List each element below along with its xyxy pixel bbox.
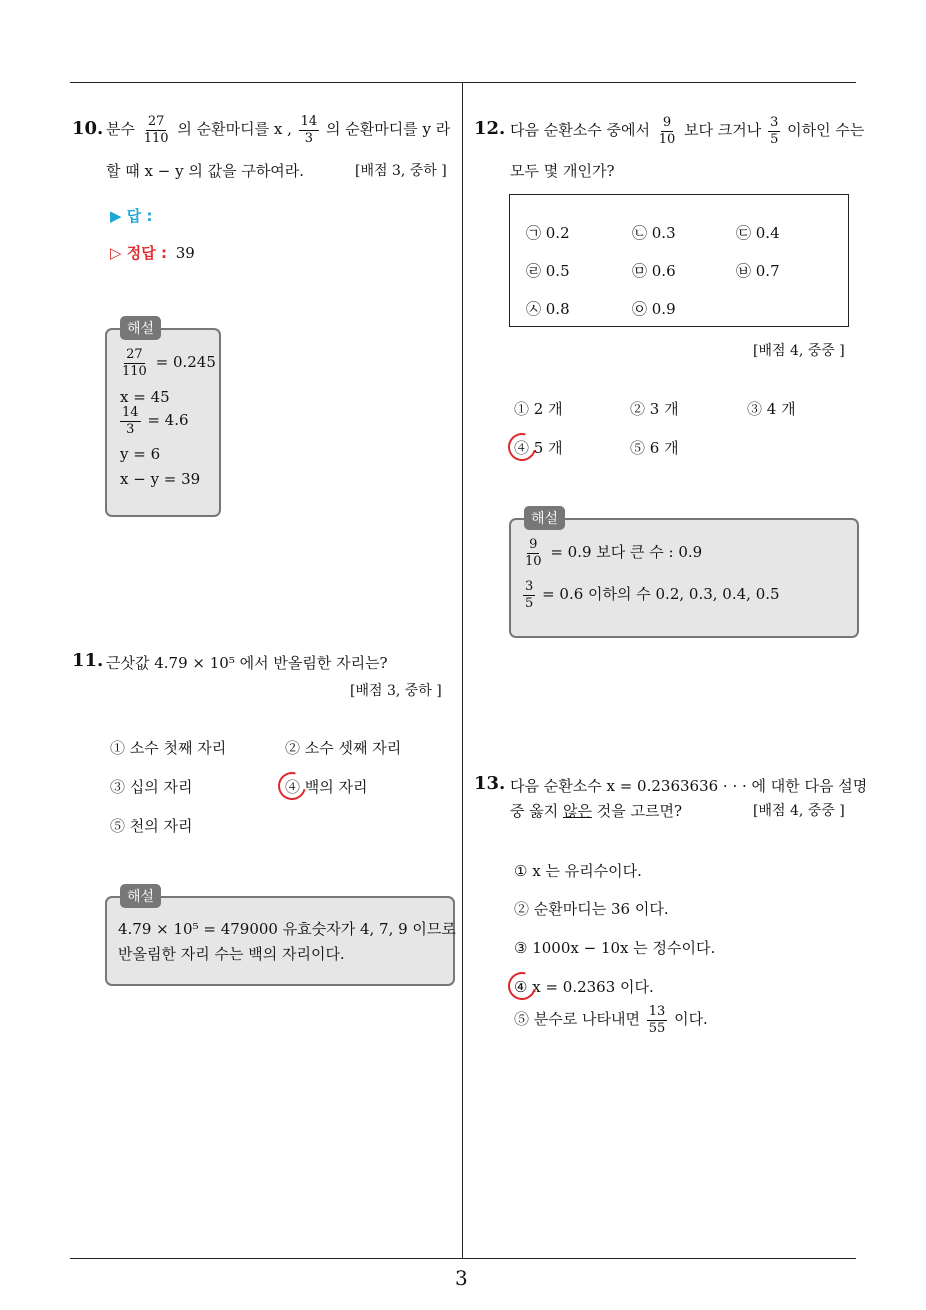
- q12-line1: 다음 순환소수 중에서 $\frac{9}{10}$ 보다 크거나 $\frac{3}{5}$ 이하인 수는: [510, 115, 865, 147]
- q11-score: [배점 3, 중하 ]: [350, 683, 442, 699]
- q12-fraction-3-5: $\frac{3}{5}$: [770, 115, 779, 147]
- q12-box-item-5: ㉤ 0.6: [632, 262, 676, 280]
- page-number: 3: [455, 1266, 468, 1290]
- q12-explanation-tag: 해설: [524, 506, 565, 530]
- q10-explanation-tag: 해설: [120, 316, 161, 340]
- q10-correct-answer: ▷ 정답 : 39: [110, 244, 195, 262]
- q12-explanation-box: [509, 518, 859, 638]
- q13-option-3[interactable]: ③ 1000x − 10x 는 정수이다.: [514, 939, 716, 957]
- q11-option-4[interactable]: ④ 백의 자리: [285, 778, 368, 796]
- q12-fraction-9-10: $\frac{9}{10}$: [658, 115, 676, 147]
- q11-option-5[interactable]: ⑤ 천의 자리: [110, 817, 193, 835]
- q12-box-item-4: ㉣ 0.5: [526, 262, 570, 280]
- q13-option-5[interactable]: ⑤ 분수로 나타내면 $\frac{13}{55}$ 이다.: [514, 1004, 708, 1036]
- q10-explain-line5: x − y = 39: [120, 470, 201, 488]
- q10-fraction-27-110: $\frac{27}{110}$: [143, 114, 169, 146]
- q10-number: 10.: [72, 118, 104, 139]
- q13-option-1[interactable]: ① x 는 유리수이다.: [514, 862, 642, 880]
- top-rule: [70, 82, 856, 83]
- q13-number: 13.: [474, 773, 506, 794]
- q12-box-item-7: ㉦ 0.8: [526, 300, 570, 318]
- q10-explain-line2: x = 45: [120, 388, 170, 406]
- q10-line2: 할 때 x − y 의 값을 구하여라.: [106, 162, 305, 180]
- q12-box-item-3: ㉢ 0.4: [736, 224, 780, 242]
- q10-explain-line4: y = 6: [120, 445, 161, 463]
- q12-box-item-2: ㉡ 0.3: [632, 224, 676, 242]
- q12-option-3[interactable]: ③ 4 개: [747, 400, 796, 418]
- q13-option-4[interactable]: ④ x = 0.2363 이다.: [514, 978, 654, 996]
- q13-line1: 다음 순환소수 x = 0.2363636 · · · 에 대한 다음 설명: [510, 777, 868, 795]
- q13-option-2[interactable]: ② 순환마디는 36 이다.: [514, 900, 669, 918]
- q10-line1: 분수 $\frac{27}{110}$ 의 순환마디를 x , $\frac{14}{3}$ 의 순환마디를 y 라: [106, 114, 451, 146]
- q12-box-item-8: ㉧ 0.9: [632, 300, 676, 318]
- q12-option-2[interactable]: ② 3 개: [630, 400, 679, 418]
- bottom-rule: [70, 1258, 856, 1259]
- q12-box-item-6: ㉥ 0.7: [736, 262, 780, 280]
- q13-answer-circle-mark: [503, 967, 541, 1005]
- q11-explain-line1: 4.79 × 10⁵ = 479000 유효숫자가 4, 7, 9 이므로: [118, 920, 456, 938]
- q10-fraction-14-3: $\frac{14}{3}$: [300, 114, 318, 146]
- q12-answer-circle-mark: [503, 428, 541, 466]
- q12-option-5[interactable]: ⑤ 6 개: [630, 439, 679, 457]
- q10-explain-line1: $\frac{27}{110}$ = 0.245: [122, 347, 216, 379]
- q12-number: 12.: [474, 118, 506, 139]
- q12-explain-line1: $\frac{9}{10}$ = 0.9 보다 큰 수 : 0.9: [525, 537, 703, 569]
- q10-score: [배점 3, 중하 ]: [355, 163, 447, 179]
- q10-answer-label: ▶ 답 :: [110, 207, 153, 225]
- q12-option-1[interactable]: ① 2 개: [514, 400, 563, 418]
- q11-explanation-box: [105, 896, 455, 986]
- q11-option-2[interactable]: ② 소수 셋째 자리: [285, 739, 402, 757]
- column-divider: [462, 83, 463, 1258]
- q11-option-1[interactable]: ① 소수 첫째 자리: [110, 739, 227, 757]
- q12-option-4[interactable]: ④ 5 개: [514, 439, 563, 457]
- q12-score: [배점 4, 중중 ]: [753, 343, 845, 359]
- q11-answer-circle-mark: [273, 767, 311, 805]
- q11-option-3[interactable]: ③ 십의 자리: [110, 778, 193, 796]
- q10-explain-line3: $\frac{14}{3}$ = 4.6: [122, 405, 189, 437]
- q13-score: [배점 4, 중중 ]: [753, 803, 845, 819]
- q13-line2: 중 옳지 않은 것을 고르면?: [510, 802, 683, 820]
- q11-explanation-tag: 해설: [120, 884, 161, 908]
- q11-text: 근삿값 4.79 × 10⁵ 에서 반올림한 자리는?: [106, 654, 388, 672]
- q12-explain-line2: $\frac{3}{5}$ = 0.6 이하의 수 0.2, 0.3, 0.4, 0.5: [525, 579, 780, 611]
- q12-box-item-1: ㉠ 0.2: [526, 224, 570, 242]
- q11-explain-line2: 반올림한 자리 수는 백의 자리이다.: [118, 945, 345, 963]
- q11-number: 11.: [72, 650, 104, 671]
- q12-line2: 모두 몇 개인가?: [510, 162, 615, 180]
